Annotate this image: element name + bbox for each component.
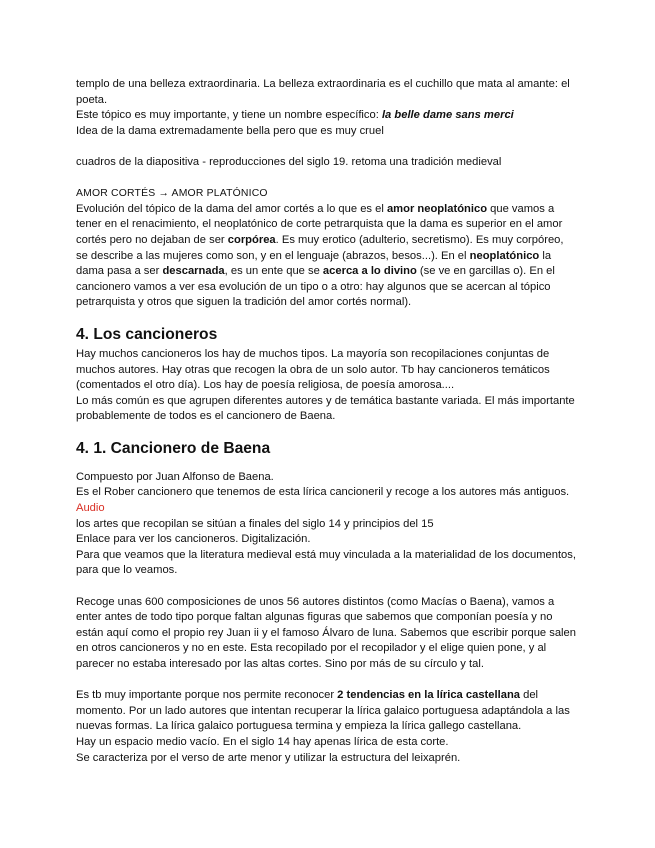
blank-line: [76, 139, 576, 155]
text: . Es muy erotico (adulterio, secretismo). Es muy corpóreo, se describe a las mujeres como son, y en el lenguaje (abrazos, besos...). En el: [76, 233, 564, 262]
paragraph: [76, 485, 576, 516]
blank-line: [76, 673, 576, 689]
paragraph: Lo más común es que agrupen diferentes autores y de temática bastante variada. El más importante probablemente de todos es el cancionero de Baena.: [76, 394, 575, 423]
paragraph: cuadros de la diapositiva - reproducciones del siglo 19. retoma una tradición medieval: [76, 155, 502, 168]
text: del momento. Por un lado autores que intentan recuperar la lírica galaico portuguesa adaptándola a las nuevas formas. La lírica galaico portuguesa termina y empieza la lírica gallego castellana.: [76, 689, 570, 733]
section-caption: AMOR CORTÉS → AMOR PLATÓNICO: [76, 188, 268, 200]
document-body: [76, 77, 576, 766]
paragraph: Para que veamos que la literatura medieval está muy vinculada a la materialidad de los documentos, para que lo veamos.: [76, 548, 576, 577]
text: Es el Rober cancionero que tenemos de esta lírica cancioneril y recoge a los autores más antiguos.: [76, 486, 570, 499]
paragraph: [76, 108, 576, 124]
paragraph: [76, 202, 576, 311]
subsection-heading: 4. 1. Cancionero de Baena: [76, 439, 271, 457]
paragraph: Se caracteriza por el verso de arte menor y utilizar la estructura del leixaprén.: [76, 751, 461, 764]
text: la dama pasa a ser: [76, 249, 552, 278]
text: Este tópico es muy importante, y tiene un nombre específico:: [76, 109, 382, 122]
bold-term: acerca a lo divino: [322, 265, 417, 278]
text: que vamos a tener en el renacimiento, el neoplatónico de corte petrarquista que la dama es superior en el amor cortés pero no dejaban de ser: [76, 202, 563, 246]
paragraph: Compuesto por Juan Alfonso de Baena.: [76, 470, 274, 483]
text: Es tb muy importante porque nos permite reconocer: [76, 689, 338, 702]
paragraph: Enlace para ver los cancioneros. Digitalización.: [76, 533, 311, 546]
audio-link[interactable]: Audio: [76, 502, 105, 515]
bold-term: corpórea: [227, 233, 276, 246]
blank-line: [76, 579, 576, 595]
text: Evolución del tópico de la dama del amor cortés a lo que es el: [76, 202, 387, 215]
bold-term: 2 tendencias en la lírica castellana: [337, 689, 520, 702]
text: , es un ente que se: [224, 265, 323, 278]
bold-term: amor neoplatónico: [386, 202, 488, 215]
bold-term: descarnada: [162, 265, 225, 278]
paragraph: Hay un espacio medio vacío. En el siglo 14 hay apenas lírica de esta corte.: [76, 735, 449, 748]
bold-term: neoplatónico: [469, 249, 540, 262]
paragraph: [76, 688, 576, 735]
bold-italic-term: la belle dame sans merci: [381, 109, 514, 122]
paragraph: Hay muchos cancioneros los hay de muchos tipos. La mayoría son recopilaciones conjuntas de muchos autores. Hay otras que recogen la obra de un solo autor. Tb hay cancioneros temáticos (comentados el otro día). Los hay de poesía religiosa, de poesía amorosa....: [76, 347, 550, 392]
text: (se ve en garcillas o). En el cancionero vamos a ver esa evolución de un tipo o a otro: hay algunos que se acercan al tópico petrarquista y otros que siguen la tradición del amor cortés normal).: [76, 265, 555, 309]
section-heading: 4. Los cancioneros: [76, 325, 218, 343]
paragraph: Recoge unas 600 composiciones de unos 56 autores distintos (como Macías o Baena), vamos a enter antes de todo tipo porque faltan algunas figuras que sabemos que componían poesía y no están aquí como el propio rey Juan ii y el famoso Álvaro de luna. Sabemos que escribir porque salen en otros cancioneros y no en este. Esta recopilado por el recopilador y el elige quien pone, y al parecer no estaba interesado por las altas cortes. Sino por más de su círculo y tal.: [76, 595, 576, 670]
paragraph: templo de una belleza extraordinaria. La belleza extraordinaria es el cuchillo que mata al amante: el poeta.: [76, 78, 570, 106]
paragraph: los artes que recopilan se sitúan a finales del siglo 14 y principios del 15: [76, 517, 434, 530]
paragraph: Idea de la dama extremadamente bella pero que es muy cruel: [76, 124, 384, 137]
blank-line: [76, 171, 576, 187]
